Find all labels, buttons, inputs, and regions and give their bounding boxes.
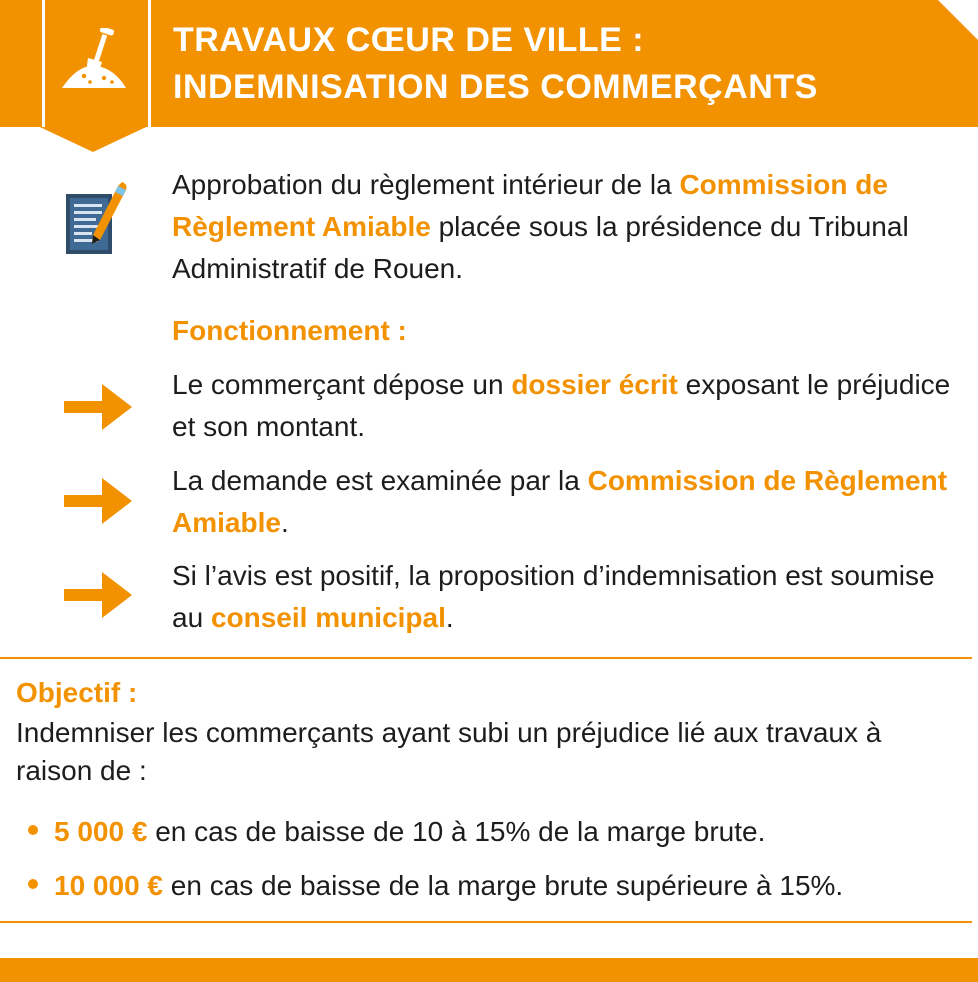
document-pen-icon: [60, 178, 130, 258]
step-1-highlight: dossier écrit: [511, 369, 678, 400]
bullet-item-2: [54, 865, 974, 907]
step-3-text-after: .: [445, 602, 454, 633]
step-2-highlight: Commission de Règlement Amiable: [172, 465, 948, 538]
step-1-text-before: Le commerçant dépose un: [172, 369, 512, 400]
step-3: [172, 555, 962, 639]
step-2-text-before: La demande est examinée par la: [172, 465, 588, 496]
shovel-sand-icon: [58, 28, 130, 94]
intro-paragraph: [172, 164, 962, 290]
step-1: [172, 364, 962, 448]
arrow-right-icon: [64, 380, 132, 434]
section-divider: [0, 921, 972, 923]
bullet-1-amount: 5 000 €: [54, 816, 148, 847]
step-1-text-after: exposant le préjudice et son montant.: [172, 369, 951, 442]
page-title: [173, 17, 963, 111]
section-divider: [0, 657, 972, 659]
footer-bar: [0, 958, 978, 982]
intro-text-before: Approbation du règlement intérieur de la: [172, 169, 680, 200]
intro-text-after: placée sous la présidence du Tribunal Administratif de Rouen.: [172, 211, 909, 284]
step-3-highlight: conseil municipal: [210, 602, 446, 633]
objectif-text: Indemniser les commerçants ayant subi un préjudice lié aux travaux à raison de :: [16, 717, 882, 786]
header-badge-divider-left: [42, 0, 45, 127]
title-line-2: INDEMNISATION DES COMMERÇANTS: [173, 68, 818, 106]
bullet-item-1: [54, 811, 969, 853]
step-3-text-before: Si l’avis est positif, la proposition d’indemnisation est soumise au: [172, 560, 935, 633]
title-line-1: TRAVAUX CŒUR DE VILLE :: [173, 21, 645, 59]
objectif-heading: Objectif :: [16, 677, 138, 708]
arrow-right-icon: [64, 568, 132, 622]
bullet-dot: [28, 825, 38, 835]
bullet-2-amount: 10 000 €: [54, 870, 163, 901]
header-badge-divider-right: [148, 0, 151, 127]
bullet-2-text: en cas de baisse de la marge brute supérieure à 15%.: [163, 870, 844, 901]
fonctionnement-heading: Fonctionnement :: [172, 315, 407, 346]
arrow-right-icon: [64, 474, 132, 528]
step-2-text-after: .: [280, 507, 289, 538]
step-2: [172, 460, 962, 544]
bullet-dot: [28, 879, 38, 889]
bullet-1-text: en cas de baisse de 10 à 15% de la marge brute.: [147, 816, 766, 847]
intro-highlight: Commission de Règlement Amiable: [172, 169, 888, 242]
